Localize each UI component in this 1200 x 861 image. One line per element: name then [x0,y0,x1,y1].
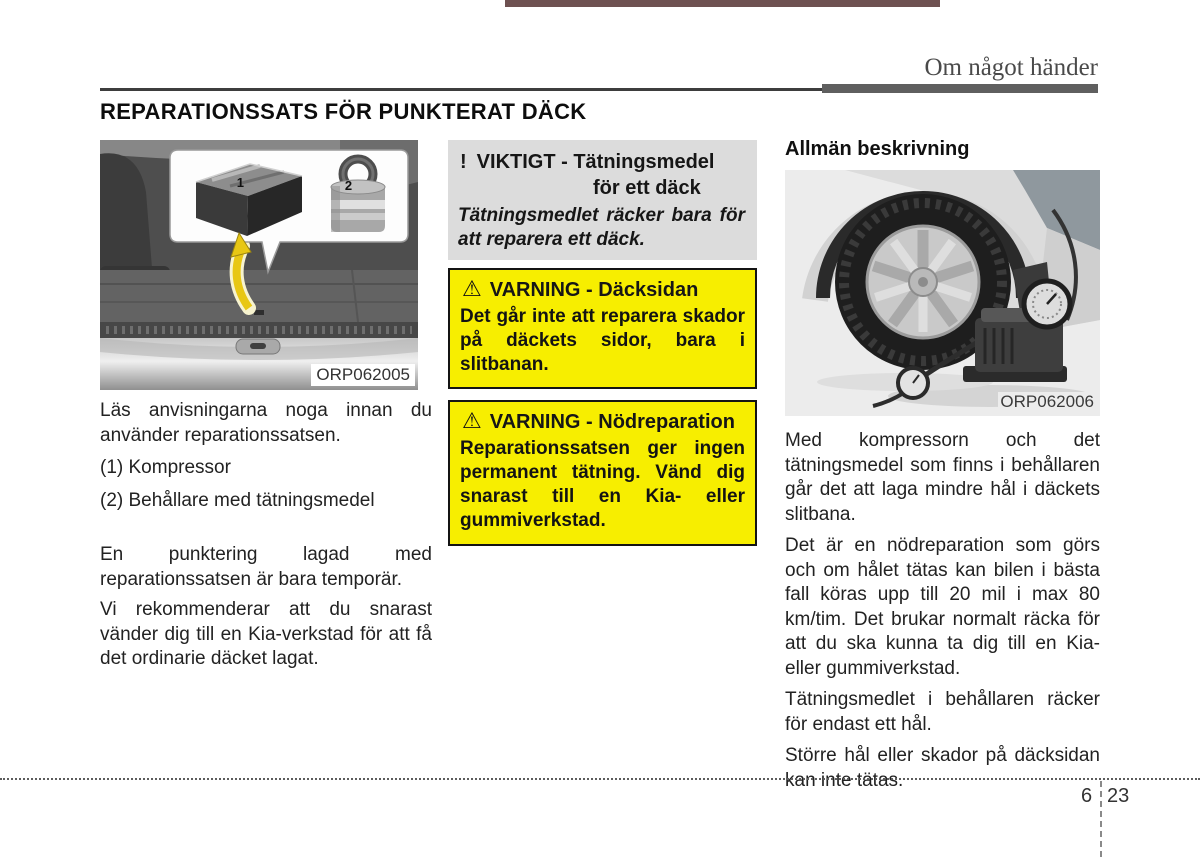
paragraph-general-1: Med kompressorn och det tätningsmedel som finns i behållaren går det att laga mindre hål i däckets slitbana. [785,430,1100,525]
figure-label: ORP062006 [1000,392,1094,412]
warning-title: VARNING - Nödreparation [489,411,735,433]
footer-dotted-rule [0,778,1200,780]
top-accent-bar [505,0,940,7]
page-number-divider [1100,781,1102,857]
warning-body: Reparationssatsen ger ingen permanent tätning. Vänd dig snarast till en Kia- eller gummiverkstad. [460,438,745,532]
header-rule-thick [822,84,1098,93]
left-text-block [100,399,432,672]
paragraph-general-4: Större hål eller skador på däcksidan kan inte tätas. [785,745,1100,791]
warning-header [460,278,745,302]
important-title-line2: för ett däck [593,177,701,199]
warning-triangle-icon: ⚠ [462,276,482,301]
important-body: Tätningsmedlet räcker bara för att reparera ett däck. [458,205,745,250]
paragraph-general-3: Tätningsmedlet i behållaren räcker för endast ett hål. [785,689,1100,735]
figure-callout-sealant: 2 [344,177,353,193]
important-notice-box [448,140,757,260]
exclamation-icon: ! [460,151,467,173]
page-number: 23 [1107,785,1130,807]
section-header: Om något händer [924,54,1098,81]
warning-box-tire-side [448,268,757,389]
paragraph-temporary-repair: En punktering lagad med reparationssatsen är bara temporär. [100,544,432,590]
intro-paragraph: Läs anvisningarna noga innan du använder reparationssatsen. [100,400,432,446]
figure-callout-compressor: 1 [236,175,244,190]
warning-header [460,410,745,434]
important-header [458,150,745,174]
list-item-compressor: (1) Kompressor [100,457,231,478]
figure-trunk-repair-kit [100,140,418,390]
trunk-photo-illustration [100,140,418,390]
chapter-number: 6 [1081,785,1093,807]
list-item-sealant: (2) Behållare med tätningsmedel [100,489,375,511]
warning-box-emergency-repair [448,400,757,546]
paragraph-recommendation: Vi rekommenderar att du snarast vänder dig till en Kia-verkstad för att få det ordinarie däcket lagat. [100,599,432,669]
figure-wheel-compressor [785,170,1100,416]
right-column [785,138,1100,793]
figure-label: ORP062005 [311,364,415,386]
column-heading: Allmän beskrivning [785,138,970,160]
important-title: VIKTIGT - Tätningsmedel [476,151,715,173]
header-rule-thin [100,88,822,91]
warning-triangle-icon: ⚠ [462,408,482,433]
warning-body: Det går inte att reparera skador på däckets sidor, bara i slitbanan. [460,306,745,376]
left-column [100,140,432,672]
page-title: REPARATIONSSATS FÖR PUNKTERAT DÄCK [100,99,587,124]
paragraph-general-2: Det är en nödreparation som görs och om hålet tätas kan bilen i bästa fall köras upp till 20 mil i max 80 km/tim. Det brukar normalt räcka för att du ska kunna ta dig till en Kia- eller gummiverkstad. [785,535,1100,679]
warning-title: VARNING - Däcksidan [489,279,699,301]
wheel-photo-illustration [785,170,1100,416]
right-text-block [785,429,1100,793]
